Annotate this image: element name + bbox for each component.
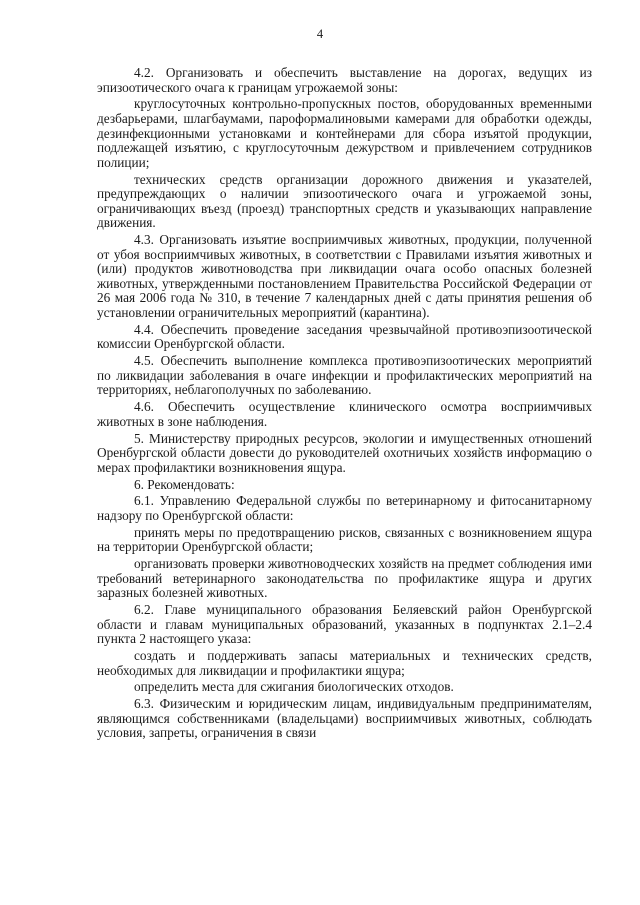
paragraph-farm-inspections: организовать проверки животноводческих хозяйств на предмет соблюдения ими требований ветеринарного законодательства по профилактике ящура и других заразных болезней животных. (97, 556, 592, 601)
paragraph-4-5: 4.5. Обеспечить выполнение комплекса противоэпизоотических мероприятий по ликвидации заболевания в очаге инфекции и профилактических мероприятий на территориях, неблагополучных по заболеванию. (97, 353, 592, 398)
page-number: 4 (316, 27, 324, 41)
paragraph-checkpoints: круглосуточных контрольно-пропускных постов, оборудованных временными дезбарьерами, шлагбаумами, пароформалиновыми камерами для обработки одежды, дезинфекционными установками и контейнерами для сбора изъятой продукции, подлежащей изъятию, с круглосуточным дежурством и привлечением сотрудников полиции; (97, 96, 592, 170)
paragraph-risk-prevention: принять меры по предотвращению рисков, связанных с возникновением ящура на территории Оренбургской области; (97, 524, 592, 555)
paragraph-traffic-means: технических средств организации дорожного движения и указателей, предупреждающих о наличии эпизоотического очага и угрожаемой зоны, ограничивающих въезд (проезд) транспортных средств и указывающих направление движения. (97, 171, 592, 231)
document-body (97, 66, 592, 743)
paragraph-4-4: 4.4. Обеспечить проведение заседания чрезвычайной противоэпизоотической комиссии Оренбургской области. (97, 321, 592, 352)
paragraph-4-2: 4.2. Организовать и обеспечить выставление на дорогах, ведущих из эпизоотического очага к границам угрожаемой зоны: (97, 65, 592, 95)
paragraph-4-6: 4.6. Обеспечить осуществление клинического осмотра восприимчивых животных в зоне наблюдения. (97, 399, 592, 429)
paragraph-4-3: 4.3. Организовать изъятие восприимчивых животных, продукции, полученной от убоя восприимчивых животных, в соответствии с Правилами изъятия животных и (или) продуктов животноводства при ликвидации очага особо опасных болезней животных, утвержденными постановлением Правительства Российской Федерации от 26 мая 2006 года № 310, в течение 7 календарных дней с даты принятия решения об установлении ограничительных мероприятий (карантина). (97, 232, 592, 321)
paragraph-5: 5. Министерству природных ресурсов, экологии и имущественных отношений Оренбургской области довести до руководителей охотничьих хозяйств информацию о мерах профилактики возникновения ящура. (97, 430, 592, 475)
paragraph-reserves: создать и поддерживать запасы материальных и технических средств, необходимых для ликвидации и профилактики ящура; (97, 648, 592, 678)
paragraph-6-3: 6.3. Физическим и юридическим лицам, индивидуальным предпринимателям, являющимся собственниками (владельцами) восприимчивых животных, соблюдать условия, запреты, ограничения в связи (97, 696, 592, 741)
paragraph-6-1: 6.1. Управлению Федеральной службы по ветеринарному и фитосанитарному надзору по Оренбургской области: (97, 493, 592, 523)
paragraph-6: 6. Рекомендовать: (134, 476, 235, 492)
paragraph-disposal-sites: определить места для сжигания биологических отходов. (134, 679, 454, 695)
paragraph-6-2: 6.2. Главе муниципального образования Беляевский район Оренбургской области и главам муниципальных образований, указанных в подпунктах 2.1–2.4 пункта 2 настоящего указа: (97, 602, 592, 647)
